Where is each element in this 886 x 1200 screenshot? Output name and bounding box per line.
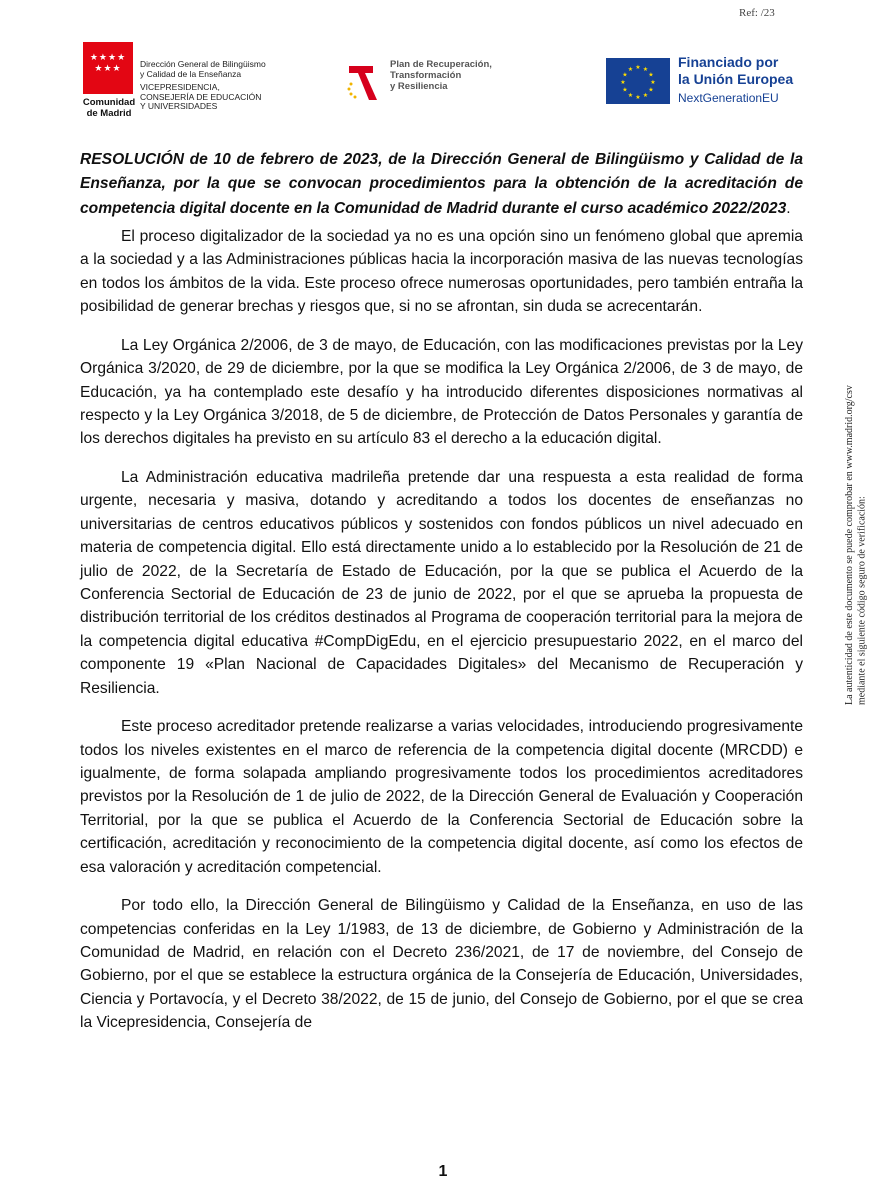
comunidad-name: Comunidad de Madrid [82,97,136,119]
svg-text:★: ★ [635,94,641,101]
eu-text: Financiado por la Unión Europea NextGenerationEU [678,54,794,105]
svg-text:★: ★ [627,92,634,99]
svg-text:★: ★ [627,66,634,73]
svg-text:★: ★ [622,86,628,94]
svg-text:★: ★ [620,79,626,86]
prtr-text: Plan de Recuperación, Transformación y Resiliencia [390,59,492,92]
page-number: 1 [438,1163,448,1180]
paragraph-4: Este proceso acreditador pretende realizarse a varias velocidades, introduciendo progresivamente todos los niveles existentes en el marco de referencia de la competencia digital docente (MRCDD) e igualmente, de forma solapada ampliando progresivamente todos los procedimientos acreditadores previstos por la Resolución de 1 de julio de 2022, de la Dirección General de Evaluación y Cooperación Territorial, por la que se publica el Acuerdo de la Conferencia Sectorial de Educación sobre la certificación, acreditación y reconocimiento de la competencia digital docente, así como los efectos de esa valoración y acreditación competencial. [80,718,803,876]
svg-text:★: ★ [648,86,654,94]
comunidad-madrid-logo [80,42,290,122]
prtr-mark-icon [345,62,379,102]
paragraph-3: La Administración educativa madrileña pretende dar una respuesta a esta realidad de forma urgente, necesaria y masiva, dotando y acreditando a todos los docentes de enseñanzas no universitarias de centros educativos públicos y sostenidos con fondos públicos un nivel adecuado en materia de competencia digital. Ello está directamente unido a lo establecido por la Resolución de 21 de julio de 2022, de la Secretaría de Estado de Educación, por la que se publica el Acuerdo de la Conferencia Sectorial de Educación de 23 de junio de 2022, por el que se aprueba la propuesta de distribución territorial de los créditos destinados al Programa de cooperación territorial para la mejora de la competencia digital educativa #CompDigEdu, en el ejercicio presupuestario 2022, en el marco del componente 19 «Plan Nacional de Capacidades Digitales» del Mecanismo de Recuperación y Resiliencia. [80,468,803,697]
svg-text:★: ★ [635,64,641,71]
reference-number: Ref: /23 [739,7,775,19]
eu-funding-logo [606,54,806,110]
svg-text:★: ★ [622,71,628,79]
svg-text:★: ★ [642,66,649,73]
svg-text:★: ★ [650,79,656,86]
plan-recuperacion-logo [345,55,535,105]
resolution-title: RESOLUCIÓN de 10 de febrero de 2023, de la Dirección General de Bilingüismo y Calidad de la Enseñanza, por la que se convocan procedimientos para la obtención de la acreditación de competencia digital docente en la Comunidad de Madrid durante el curso académico 2022/2023. [80,151,803,217]
verification-side-note: La autenticidad de este documento se puede comprobar en www.madrid.org/csv mediante el siguiente código seguro de verificación: [844,385,868,705]
paragraph-5: Por todo ello, la Dirección General de Bilingüismo y Calidad de la Enseñanza, en uso de las competencias conferidas en la Ley 1/1983, de 13 de diciembre, de Gobierno y Administración de la Comunidad de Madrid, en relación con el Decreto 236/2021, de 17 de noviembre, del Consejo de Gobierno, por el que se establece la estructura orgánica de la Consejería de Educación, Universidades, Ciencia y Portavocía, y el Decreto 38/2022, de 15 de junio, del Consejo de Gobierno, por el que se crea la Vicepresidencia, Consejería de [80,897,803,1032]
svg-text:★: ★ [642,92,649,99]
paragraph-1: El proceso digitalizador de la sociedad ya no es una opción sino un fenómeno global que apremia a la sociedad y a las Administraciones públicas hacia la incorporación masiva de las nuevas tecnologías en todos los ámbitos de la vida. Este proceso ofrece numerosas oportunidades, pero también entraña la posibilidad de generar brechas y riesgos que, si no se afrontan, sin duda se acrecentarán. [80,227,803,316]
eu-flag-icon [606,58,670,104]
madrid-stars-icon: ★★★★ ★★★ [89,52,127,73]
document-body [80,148,803,1050]
svg-text:★: ★ [648,71,654,79]
comunidad-department-text: Dirección General de Bilingüismo y Calidad de la Enseñanza VICEPRESIDENCIA, CONSEJERÍA DE EDUCACIÓN Y UNIVERSIDADES [140,59,266,112]
paragraph-2: La Ley Orgánica 2/2006, de 3 de mayo, de Educación, con las modificaciones previstas por la Ley Orgánica 3/2020, de 29 de diciembre, por la que se modifica la Ley Orgánica 2/2006, de 3 de mayo, de Educación, ya ha contemplado este desafío y ha introducido diferentes disposiciones normativas al respecto y la Ley Orgánica 3/2018, de 5 de diciembre, de Protección de Datos Personales y garantía de los derechos digitales ha previsto en su artículo 83 el derecho a la educación digital. [80,336,803,448]
